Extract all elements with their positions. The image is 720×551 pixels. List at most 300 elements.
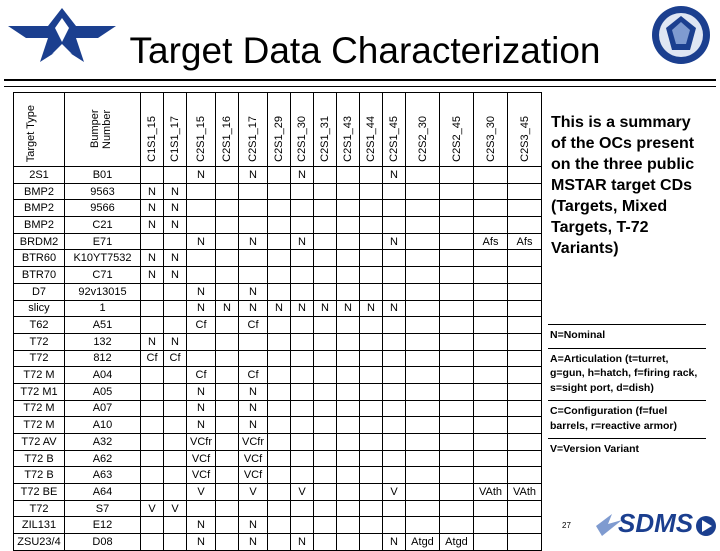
oc-cell xyxy=(508,417,542,434)
oc-cell xyxy=(383,283,406,300)
oc-cell xyxy=(508,167,542,184)
oc-cell xyxy=(474,500,508,517)
oc-cell: N xyxy=(141,183,164,200)
oc-cell xyxy=(474,434,508,451)
oc-cell: N xyxy=(239,283,268,300)
oc-cell xyxy=(268,333,291,350)
oc-cell xyxy=(314,400,337,417)
oc-cell xyxy=(406,417,440,434)
oc-cell xyxy=(216,383,239,400)
oc-cell xyxy=(337,434,360,451)
oc-cell xyxy=(268,400,291,417)
oc-cell xyxy=(164,300,187,317)
oc-cell xyxy=(440,317,474,334)
oc-cell xyxy=(164,434,187,451)
target-type-cell: BRDM2 xyxy=(14,233,65,250)
oc-cell xyxy=(268,200,291,217)
oc-cell: N xyxy=(337,300,360,317)
oc-cell xyxy=(239,200,268,217)
oc-cell xyxy=(291,283,314,300)
bumper-number-cell: A04 xyxy=(65,367,141,384)
oc-cell xyxy=(474,467,508,484)
oc-cell xyxy=(216,434,239,451)
oc-cell: N xyxy=(383,534,406,551)
oc-cell xyxy=(474,350,508,367)
bumper-number-cell: D08 xyxy=(65,534,141,551)
oc-cell xyxy=(406,300,440,317)
oc-cell xyxy=(406,517,440,534)
oc-cell xyxy=(164,534,187,551)
oc-cell xyxy=(314,500,337,517)
column-header: C2S1_15 xyxy=(187,93,216,167)
oc-cell xyxy=(474,200,508,217)
oc-cell: V xyxy=(291,484,314,501)
bumper-number-cell: B01 xyxy=(65,167,141,184)
oc-cell xyxy=(141,283,164,300)
oc-cell xyxy=(216,417,239,434)
oc-cell xyxy=(164,383,187,400)
oc-cell xyxy=(474,300,508,317)
table-row xyxy=(14,317,542,334)
oc-cell xyxy=(314,217,337,234)
target-type-cell: T72 B xyxy=(14,467,65,484)
oc-cell xyxy=(383,434,406,451)
target-type-cell: T72 xyxy=(14,500,65,517)
oc-cell xyxy=(291,434,314,451)
oc-cell xyxy=(216,317,239,334)
table-row xyxy=(14,484,542,501)
oc-cell: N xyxy=(141,217,164,234)
oc-cell xyxy=(268,217,291,234)
oc-cell xyxy=(440,500,474,517)
oc-cell xyxy=(314,267,337,284)
oc-cell xyxy=(216,167,239,184)
oc-cell xyxy=(360,417,383,434)
oc-cell: N xyxy=(291,534,314,551)
table-row xyxy=(14,434,542,451)
oc-cell: N xyxy=(239,167,268,184)
oc-cell xyxy=(239,217,268,234)
oc-cell xyxy=(268,534,291,551)
oc-cell: VAth xyxy=(508,484,542,501)
oc-cell xyxy=(508,283,542,300)
oc-cell xyxy=(141,167,164,184)
target-type-cell: T72 AV xyxy=(14,434,65,451)
oc-cell: N xyxy=(164,200,187,217)
bumper-number-cell: 812 xyxy=(65,350,141,367)
oc-cell xyxy=(164,450,187,467)
oc-cell xyxy=(360,367,383,384)
oc-cell xyxy=(360,167,383,184)
oc-cell: V xyxy=(164,500,187,517)
oc-cell xyxy=(268,417,291,434)
bumper-number-cell: A64 xyxy=(65,484,141,501)
oc-cell: N xyxy=(187,383,216,400)
oc-cell xyxy=(314,250,337,267)
oc-cell xyxy=(164,233,187,250)
column-header: C2S3_45 xyxy=(508,93,542,167)
column-header: C2S1_17 xyxy=(239,93,268,167)
bumper-number-cell: C71 xyxy=(65,267,141,284)
oc-cell: N xyxy=(291,300,314,317)
oc-cell xyxy=(164,467,187,484)
oc-cell xyxy=(337,367,360,384)
oc-cell xyxy=(291,450,314,467)
oc-cell: VCf xyxy=(239,467,268,484)
oc-cell: Cf xyxy=(187,317,216,334)
oc-cell xyxy=(314,450,337,467)
oc-cell xyxy=(164,484,187,501)
oc-cell: Afs xyxy=(474,233,508,250)
oc-cell xyxy=(383,250,406,267)
oc-cell xyxy=(440,484,474,501)
oc-cell xyxy=(141,233,164,250)
oc-cell: Cf xyxy=(141,350,164,367)
oc-cell: Atgd xyxy=(440,534,474,551)
oc-cell xyxy=(216,500,239,517)
table-row xyxy=(14,167,542,184)
oc-cell xyxy=(337,534,360,551)
oc-cell: VAth xyxy=(474,484,508,501)
oc-cell xyxy=(508,517,542,534)
bumper-number-cell: E71 xyxy=(65,233,141,250)
oc-cell xyxy=(291,317,314,334)
oc-cell xyxy=(337,350,360,367)
oc-cell xyxy=(508,500,542,517)
oc-cell xyxy=(508,317,542,334)
oc-cell xyxy=(291,183,314,200)
oc-cell xyxy=(164,400,187,417)
oc-cell xyxy=(383,333,406,350)
oc-cell xyxy=(268,350,291,367)
oc-cell xyxy=(268,484,291,501)
oc-cell xyxy=(474,417,508,434)
oc-cell: N xyxy=(141,267,164,284)
oc-cell xyxy=(268,517,291,534)
oc-cell: N xyxy=(239,517,268,534)
table-row xyxy=(14,350,542,367)
table-row xyxy=(14,383,542,400)
oc-cell xyxy=(406,383,440,400)
oc-cell xyxy=(268,467,291,484)
sdms-logo xyxy=(592,504,718,540)
target-type-cell: T72 M xyxy=(14,417,65,434)
oc-cell xyxy=(360,400,383,417)
oc-cell: Afs xyxy=(508,233,542,250)
oc-cell xyxy=(474,283,508,300)
oc-cell: N xyxy=(314,300,337,317)
bumper-number-cell: A51 xyxy=(65,317,141,334)
oc-cell xyxy=(216,250,239,267)
legend-configuration: C=Configuration (f=fuel barrels, r=reactive armor) xyxy=(548,400,706,438)
oc-cell: Atgd xyxy=(406,534,440,551)
oc-cell: VCfr xyxy=(239,434,268,451)
oc-cell xyxy=(268,250,291,267)
oc-cell xyxy=(360,450,383,467)
oc-cell xyxy=(406,183,440,200)
oc-cell xyxy=(508,183,542,200)
oc-cell xyxy=(314,383,337,400)
oc-cell xyxy=(440,400,474,417)
bumper-number-cell: A62 xyxy=(65,450,141,467)
oc-cell xyxy=(360,317,383,334)
oc-cell xyxy=(406,233,440,250)
oc-cell xyxy=(291,383,314,400)
oc-cell xyxy=(216,534,239,551)
oc-cell xyxy=(440,434,474,451)
oc-cell xyxy=(383,217,406,234)
target-type-cell: T72 B xyxy=(14,450,65,467)
oc-cell xyxy=(474,517,508,534)
oc-cell xyxy=(141,534,164,551)
oc-cell xyxy=(268,500,291,517)
target-type-cell: T72 M xyxy=(14,400,65,417)
oc-cell xyxy=(216,283,239,300)
oc-cell xyxy=(268,317,291,334)
oc-cell xyxy=(440,417,474,434)
oc-cell: N xyxy=(216,300,239,317)
oc-cell xyxy=(508,434,542,451)
oc-cell xyxy=(239,267,268,284)
oc-cell: Cf xyxy=(239,367,268,384)
oc-cell xyxy=(141,317,164,334)
oc-cell xyxy=(474,367,508,384)
oc-cell: V xyxy=(239,484,268,501)
oc-cell xyxy=(268,383,291,400)
oc-cell xyxy=(291,400,314,417)
oc-cell xyxy=(383,400,406,417)
oc-cell xyxy=(239,500,268,517)
oc-cell xyxy=(216,367,239,384)
target-type-cell: BMP2 xyxy=(14,200,65,217)
oc-cell xyxy=(474,317,508,334)
oc-cell: N xyxy=(239,300,268,317)
oc-cell: N xyxy=(239,383,268,400)
table-row xyxy=(14,200,542,217)
oc-cell xyxy=(383,200,406,217)
oc-cell xyxy=(216,183,239,200)
column-header: C2S1_44 xyxy=(360,93,383,167)
legend-nominal: N=Nominal xyxy=(548,324,706,348)
oc-cell xyxy=(440,517,474,534)
oc-cell xyxy=(291,267,314,284)
oc-cell xyxy=(314,484,337,501)
oc-cell xyxy=(216,484,239,501)
oc-cell: N xyxy=(187,233,216,250)
oc-cell xyxy=(360,267,383,284)
oc-cell: N xyxy=(360,300,383,317)
oc-cell xyxy=(216,200,239,217)
oc-cell xyxy=(314,367,337,384)
oc-cell xyxy=(314,283,337,300)
sdms-logo-text: SDMS xyxy=(618,508,694,538)
oc-cell xyxy=(141,383,164,400)
oc-cell xyxy=(141,434,164,451)
oc-cell xyxy=(406,467,440,484)
oc-cell xyxy=(360,350,383,367)
oc-cell xyxy=(291,467,314,484)
oc-cell xyxy=(360,250,383,267)
target-type-cell: T72 M1 xyxy=(14,383,65,400)
oc-cell xyxy=(291,350,314,367)
oc-cell xyxy=(406,283,440,300)
oc-cell xyxy=(383,450,406,467)
column-header: C2S1_16 xyxy=(216,93,239,167)
oc-cell: N xyxy=(239,400,268,417)
oc-cell xyxy=(440,283,474,300)
oc-cell: Cf xyxy=(239,317,268,334)
oc-cell xyxy=(239,333,268,350)
target-type-cell: T72 xyxy=(14,350,65,367)
oc-cell: N xyxy=(239,417,268,434)
oc-cell xyxy=(141,467,164,484)
oc-cell xyxy=(337,450,360,467)
oc-cell xyxy=(187,267,216,284)
oc-cell xyxy=(239,183,268,200)
oc-cell xyxy=(216,467,239,484)
legend-version: V=Version Variant xyxy=(548,438,706,462)
oc-cell xyxy=(383,183,406,200)
table-row xyxy=(14,400,542,417)
oc-cell xyxy=(360,383,383,400)
oc-cell xyxy=(383,417,406,434)
oc-cell xyxy=(508,367,542,384)
legend-notes xyxy=(548,324,706,462)
oc-cell xyxy=(291,333,314,350)
oc-cell xyxy=(291,200,314,217)
oc-cell xyxy=(314,350,337,367)
oc-cell xyxy=(268,167,291,184)
oc-cell xyxy=(508,250,542,267)
oc-cell: VCf xyxy=(187,467,216,484)
oc-cell xyxy=(314,233,337,250)
bumper-number-cell: A10 xyxy=(65,417,141,434)
oc-cell xyxy=(268,434,291,451)
table-row xyxy=(14,517,542,534)
oc-cell xyxy=(164,517,187,534)
oc-cell: Cf xyxy=(187,367,216,384)
oc-cell: Cf xyxy=(164,350,187,367)
oc-cell xyxy=(239,350,268,367)
oc-cell xyxy=(216,217,239,234)
oc-cell xyxy=(360,484,383,501)
oc-cell: N xyxy=(141,250,164,267)
oc-cell xyxy=(508,467,542,484)
oc-cell xyxy=(508,267,542,284)
oc-cell: N xyxy=(291,233,314,250)
oc-cell xyxy=(314,200,337,217)
bumper-number-cell: C21 xyxy=(65,217,141,234)
oc-cell xyxy=(216,233,239,250)
oc-cell xyxy=(406,267,440,284)
oc-cell xyxy=(337,250,360,267)
oc-cell xyxy=(474,250,508,267)
oc-cell xyxy=(360,283,383,300)
oc-cell xyxy=(268,283,291,300)
oc-cell xyxy=(291,367,314,384)
oc-cell xyxy=(474,450,508,467)
oc-cell xyxy=(314,183,337,200)
bumper-number-cell: A05 xyxy=(65,383,141,400)
oc-cell xyxy=(508,200,542,217)
oc-cell xyxy=(314,167,337,184)
oc-cell: N xyxy=(164,217,187,234)
bumper-number-cell: A07 xyxy=(65,400,141,417)
oc-cell xyxy=(360,233,383,250)
oc-cell xyxy=(164,367,187,384)
table-body xyxy=(14,167,542,551)
target-type-cell: BTR60 xyxy=(14,250,65,267)
oc-cell: N xyxy=(164,267,187,284)
bumper-number-cell: A32 xyxy=(65,434,141,451)
oc-cell xyxy=(406,484,440,501)
oc-cell xyxy=(337,333,360,350)
oc-cell xyxy=(314,467,337,484)
table-row xyxy=(14,183,542,200)
oc-cell xyxy=(383,267,406,284)
oc-cell xyxy=(508,450,542,467)
oc-cell xyxy=(337,517,360,534)
oc-cell: N xyxy=(164,250,187,267)
oc-cell xyxy=(337,167,360,184)
oc-cell xyxy=(141,484,164,501)
oc-cell xyxy=(508,400,542,417)
page-number: 27 xyxy=(562,521,571,530)
target-type-cell: slicy xyxy=(14,300,65,317)
oc-cell xyxy=(383,317,406,334)
oc-cell xyxy=(337,183,360,200)
oc-cell: V xyxy=(383,484,406,501)
oc-cell xyxy=(474,183,508,200)
oc-cell xyxy=(164,283,187,300)
oc-cell: N xyxy=(187,283,216,300)
oc-cell xyxy=(187,350,216,367)
oc-cell: N xyxy=(164,183,187,200)
oc-cell xyxy=(337,500,360,517)
oc-cell xyxy=(406,367,440,384)
oc-cell xyxy=(406,317,440,334)
oc-cell: N xyxy=(383,300,406,317)
oc-cell xyxy=(440,200,474,217)
oc-cell: V xyxy=(141,500,164,517)
oc-cell xyxy=(474,534,508,551)
oc-cell xyxy=(314,534,337,551)
oc-cell xyxy=(406,333,440,350)
oc-cell: N xyxy=(164,333,187,350)
oc-cell xyxy=(337,267,360,284)
oc-cell xyxy=(337,383,360,400)
target-type-cell: D7 xyxy=(14,283,65,300)
column-header: C2S1_30 xyxy=(291,93,314,167)
oc-cell: N xyxy=(187,300,216,317)
target-type-cell: ZSU23/4 xyxy=(14,534,65,551)
column-header: Bumper Number xyxy=(65,93,141,167)
table-row xyxy=(14,417,542,434)
oc-cell xyxy=(291,417,314,434)
oc-cell xyxy=(406,217,440,234)
oc-cell: N xyxy=(187,167,216,184)
oc-cell xyxy=(141,417,164,434)
oc-cell xyxy=(360,183,383,200)
oc-cell xyxy=(337,217,360,234)
column-header: Target Type xyxy=(14,93,65,167)
oc-cell xyxy=(474,267,508,284)
oc-cell: N xyxy=(187,517,216,534)
summary-text: This is a summary of the OCs present on the three public MSTAR target CDs (Targets, Mixed Targets, T-72 Variants) xyxy=(551,114,695,257)
target-type-cell: 2S1 xyxy=(14,167,65,184)
oc-cell: VCfr xyxy=(187,434,216,451)
oc-cell xyxy=(314,333,337,350)
